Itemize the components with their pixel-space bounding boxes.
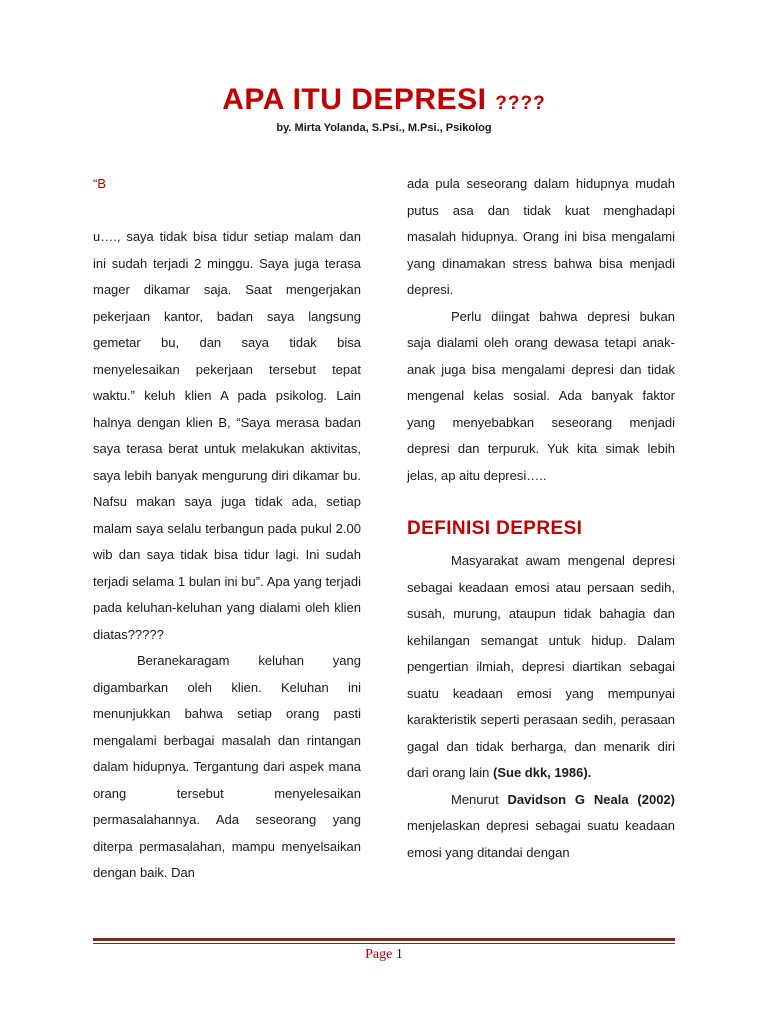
footer-rule-thin (93, 943, 675, 944)
drop-quote: “B (93, 176, 106, 191)
right-paragraph-3 (407, 548, 675, 787)
citation-davidson: Davidson G Neala (2002) (507, 791, 675, 807)
right-paragraph-2: Perlu diingat bahwa depresi bukan saja dialami oleh orang dewasa tetapi anak-anak juga bisa mengalami depresi dan tidak mengenal kelas sosial. Ada banyak faktor yang menyebabkan seseorang menjadi depresi dan terpuruk. Yuk kita simak lebih jelas, ap aitu depresi….. (407, 308, 675, 483)
author-byline: by. Mirta Yolanda, S.Psi., M.Psi., Psikolog (276, 122, 492, 134)
right-paragraph-4 (407, 787, 675, 867)
footer-divider (93, 938, 675, 944)
document-title (0, 80, 768, 124)
footer-rule-thick (93, 938, 675, 941)
title-question-marks: ???? (495, 93, 546, 114)
menurut-prefix: Menurut (451, 791, 508, 807)
page-footer (0, 945, 768, 965)
section-heading-definisi: DEFINISI DEPRESI (407, 518, 583, 539)
page-label: Page (365, 947, 393, 962)
definition-text: Masyarakat awam mengenal depresi sebagai keadaan emosi atau persaan sedih, susah, murung, ataupun tidak bahagia dan kehilangan semangat untuk hidup. Dalam pengertian ilmiah, depresi diartikan sebagai suatu keadaan emosi yang mempunyai karakteristik seperti perasaan sedih, perasaan gagal dan tidak berharga, dan menarik diri dari orang lain (407, 553, 675, 780)
title-main: APA ITU DEPRESI (222, 83, 487, 116)
left-paragraph-1: u…., saya tidak bisa tidur setiap malam dan ini sudah terjadi 2 minggu. Saya juga terasa mager dikamar saja. Saat mengerjakan pekerjaan kantor, badan saya langsung gemetar bu, dan saya tidak bisa menyelesaikan pekerjaan tersebut tepat waktu.” keluh klien A pada psikolog. Lain halnya dengan klien B, “Saya merasa badan saya terasa berat untuk melakukan aktivitas, saya lebih banyak mengurung diri dikamar bu. Nafsu makan saya juga tidak ada, setiap malam saya selalu terbangun pada pukul 2.00 wib dan saya tidak bisa tidur lagi. Ini sudah terjadi selama 1 bulan ini bu”. Apa yang terjadi pada keluhan-keluhan yang dialami oleh klien diatas????? (93, 229, 361, 642)
davidson-definition: menjelaskan depresi sebagai suatu keadaan emosi yang ditandai dengan (407, 818, 675, 860)
right-paragraph-1: ada pula seseorang dalam hidupnya mudah putus asa dan tidak kuat menghadapi masalah hidupnya. Orang ini bisa mengalami yang dinamakan stress bahwa bisa menjadi depresi. (407, 176, 675, 297)
right-column (407, 171, 675, 866)
page-number: 1 (395, 947, 403, 962)
citation-sue: (Sue dkk, 1986). (493, 765, 592, 780)
left-column (93, 171, 361, 887)
left-paragraph-2: Beranekaragam keluhan yang digambarkan oleh klien. Keluhan ini menunjukkan bahwa setiap orang pasti mengalami berbagai masalah dan rintangan dalam hidupnya. Tergantung dari aspek mana orang tersebut menyelesaikan permasalahannya. Ada seseorang yang diterpa permasalahan, mampu menyelsaikan dengan baik. Dan (93, 653, 361, 880)
